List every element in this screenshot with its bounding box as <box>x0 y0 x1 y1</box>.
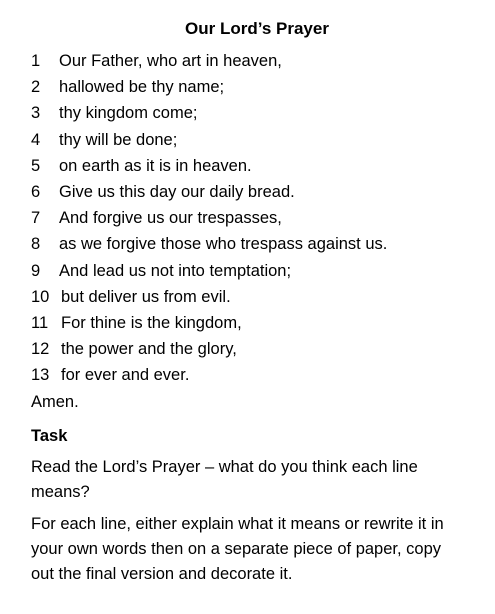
line-text: but deliver us from evil. <box>61 287 231 306</box>
line-text: Give us this day our daily bread. <box>59 183 295 202</box>
prayer-line <box>31 153 475 179</box>
line-text: And forgive us our trespasses, <box>59 209 282 228</box>
prayer-line <box>31 74 475 100</box>
line-number: 1 <box>31 52 41 70</box>
line-text: thy kingdom come; <box>59 104 198 123</box>
task-heading: Task <box>31 426 68 445</box>
line-text: hallowed be thy name; <box>59 78 225 97</box>
task-paragraph-2: For each line, either explain what it means or rewrite it in your own words then on a separate piece of paper, copy out the final version and decorate it. <box>31 514 444 583</box>
line-number: 3 <box>31 104 41 123</box>
line-text: For thine is the kingdom, <box>61 314 242 333</box>
line-number: 10 <box>31 287 50 306</box>
prayer-line <box>31 48 475 74</box>
line-number: 9 <box>31 261 41 280</box>
prayer-line <box>31 231 475 257</box>
prayer-line <box>31 205 475 231</box>
line-text: as we forgive those who trespass against us. <box>59 235 388 254</box>
line-text: on earth as it is in heaven. <box>59 156 252 175</box>
prayer-line <box>31 336 475 362</box>
line-number: 5 <box>31 156 41 175</box>
prayer-line <box>31 100 475 126</box>
prayer-line <box>31 258 475 284</box>
line-text: Our Father, who art in heaven, <box>59 52 282 70</box>
line-text: for ever and ever. <box>61 366 190 385</box>
line-text: the power and the glory, <box>61 340 237 359</box>
line-text: thy will be done; <box>59 130 178 149</box>
line-number: 2 <box>31 78 41 97</box>
line-number: 7 <box>31 209 41 228</box>
line-text: And lead us not into temptation; <box>59 261 292 280</box>
line-number: 6 <box>31 183 41 202</box>
line-number: 8 <box>31 235 41 254</box>
line-number: 13 <box>31 366 50 385</box>
task-paragraph-1: Read the Lord’s Prayer – what do you think each line means? <box>31 457 418 501</box>
prayer-list <box>31 48 475 389</box>
page-title: Our Lord’s Prayer <box>185 19 329 38</box>
prayer-line <box>31 362 475 388</box>
prayer-line <box>31 310 475 336</box>
line-number: 11 <box>31 314 49 333</box>
line-number: 4 <box>31 130 41 149</box>
prayer-line <box>31 179 475 205</box>
prayer-line <box>31 284 475 310</box>
prayer-line <box>31 127 475 153</box>
line-number: 12 <box>31 340 50 359</box>
amen-line: Amen. <box>31 392 79 411</box>
